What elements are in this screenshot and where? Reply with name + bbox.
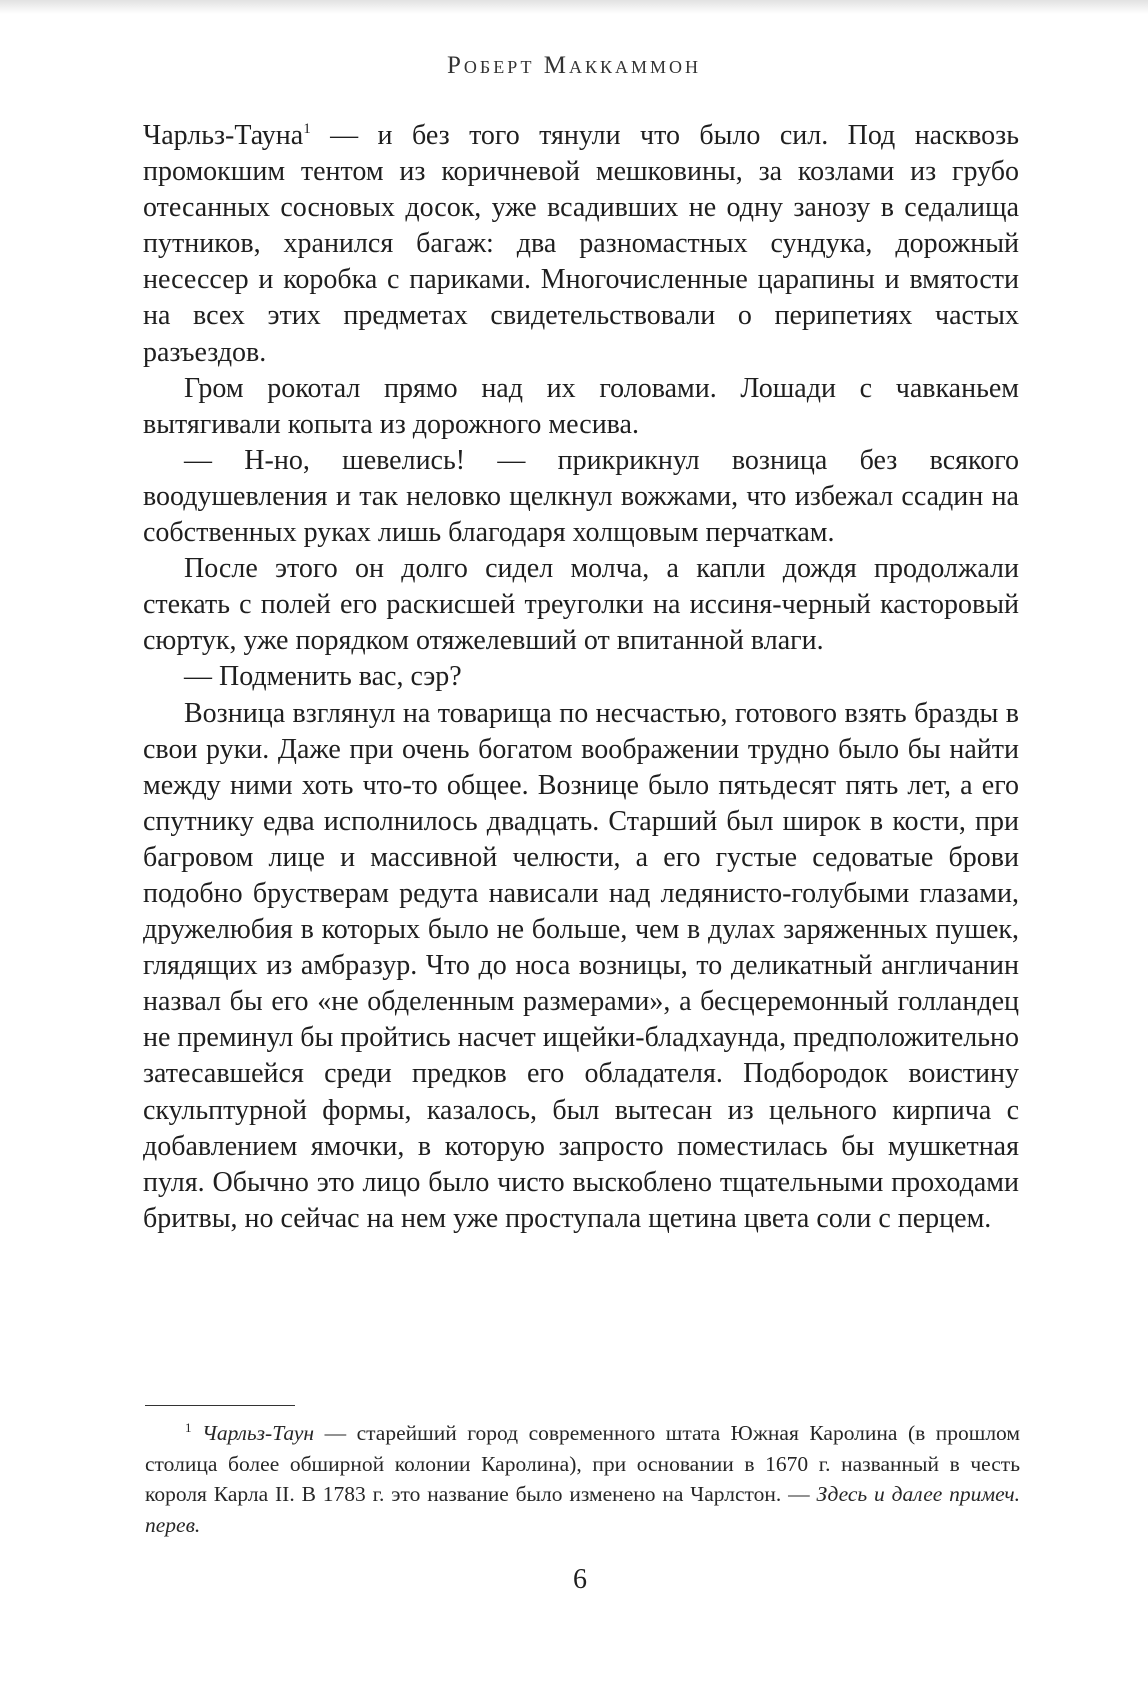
paragraph-1-text: — и без того тянули что было сил. Под насквозь промокшим тентом из коричневой мешковины, за козлами из грубо отесанных сосновых досок, уже всадивших не одну занозу в седалища путников, хранился багаж: два разномастных сундука, дорожный несессер и коробка с париками. Многочисленные царапины и вмятости на всех этих предметах свидетельствовали о перипетиях частых разъездов. [143, 120, 1019, 368]
paragraph-3-dialogue: — Н-но, шевелись! — прикрикнул возница без всякого воодушевления и так неловко щелкнул вожжами, что избежал ссадин на собственных руках лишь благодаря холщовым перчаткам. [143, 444, 1019, 549]
footnote-1 [145, 1418, 1020, 1540]
footnote-term: Чарльз-Таун [202, 1421, 315, 1445]
page-top-shadow [0, 0, 1148, 14]
paragraph-2: Гром рокотал прямо над их головами. Лошади с чавканьем вытягивали копыта из дорожного месива. [143, 372, 1019, 440]
paragraph-6: Возница взглянул на товарища по несчастью, готового взять бразды в свои руки. Даже при очень богатом воображении трудно было бы найти между ними хоть что-то общее. Вознице было пятьдесят пять лет, а его спутнику едва исполнилось двадцать. Старший был широк в кости, при багровом лице и массивной челюсти, а его густые седоватые брови подобно брустверам редута нависали над ледянисто-голубыми глазами, дружелюбия в которых было не больше, чем в дулах заряженных пушек, глядящих из амбразур. Что до носа возницы, то деликатный англичанин назвал бы его «не обделенным размерами», а бесцеремонный голландец не преминул бы пройтись насчет ищейки-бладхаунда, предположительно затесавшейся среди предков его обладателя. Подбородок воистину скульптурной формы, казалось, был вытесан из цельного кирпича с добавлением ямочки, в которую запросто поместилась бы мушкетная пуля. Обычно это лицо было чисто выскоблено тщательными проходами бритвы, но сейчас на нем уже проступала щетина цвета соли с перцем. [143, 697, 1019, 1234]
footnote-marker: 1 [185, 1420, 192, 1435]
footnote-reference-1: 1 [303, 121, 311, 137]
running-head-author: Роберт Маккаммон [447, 52, 701, 79]
footnote-text: — старейший город современного штата Южная Каролина (в прошлом столица более обширной колонии Каролина), при основании в 1670 г. названный в честь короля Карла II. В 1783 г. это название было изменено на Чарлстон. — [145, 1421, 1021, 1506]
footnote-translator-note: Здесь и далее примеч. перев. [145, 1482, 1021, 1537]
footnote-separator [145, 1405, 295, 1406]
paragraph-1-lead: Чарльз-Тауна [143, 120, 304, 151]
paragraph-1 [143, 118, 1019, 371]
paragraph-4: После этого он долго сидел молча, а капли дождя продолжали стекать с полей его раскисшей треуголки на иссиня-черный касторовый сюртук, уже порядком отяжелевший от впитанной влаги. [143, 553, 1019, 657]
paragraph-5-dialogue: — Подменить вас, сэр? [184, 661, 462, 693]
page-number: 6 [573, 1564, 587, 1595]
main-text-block [143, 118, 1019, 1237]
